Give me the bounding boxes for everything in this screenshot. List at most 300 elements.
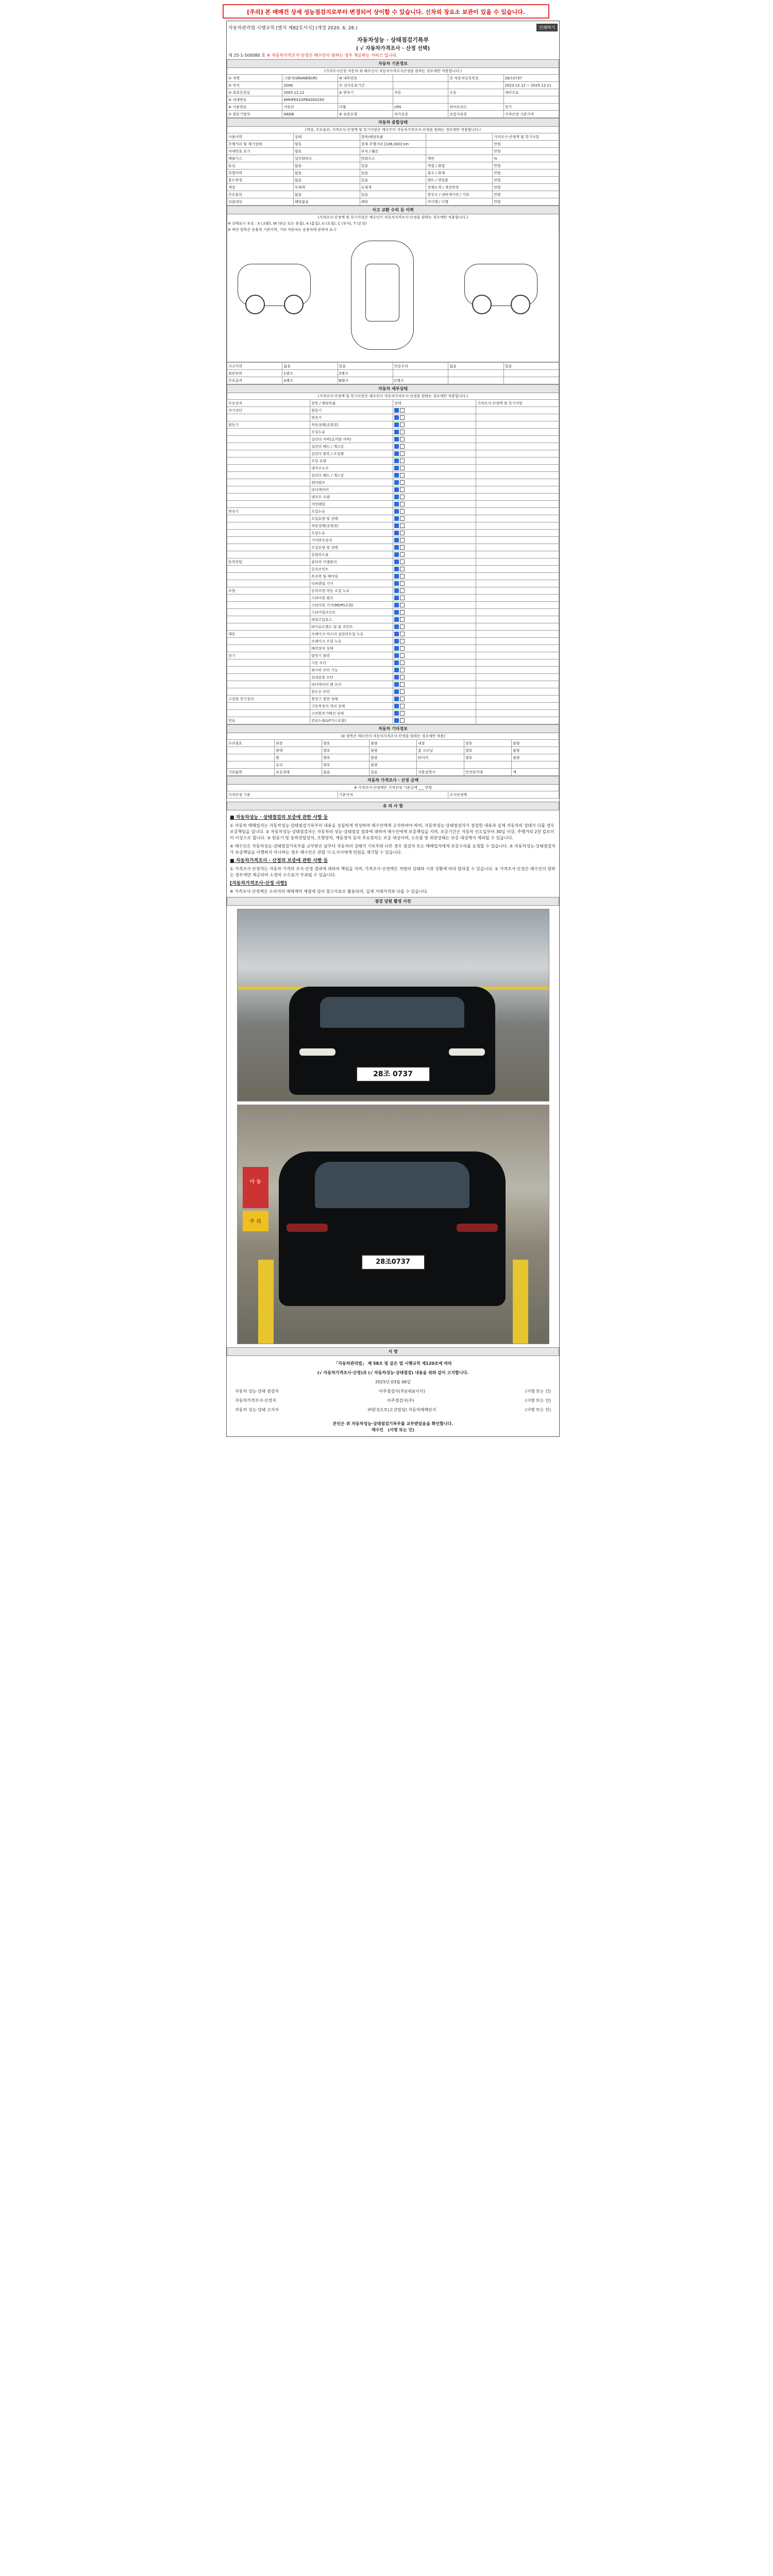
caution-title-1: ■ 자동차성능 · 상태점검의 보증에 관한 사항 등 bbox=[230, 815, 328, 820]
checkbox-icon bbox=[394, 459, 399, 463]
extra-cell: 휠 bbox=[275, 754, 322, 761]
detail-row bbox=[227, 688, 559, 696]
overall-cell: 만원 bbox=[493, 141, 559, 148]
detail-group-cell bbox=[227, 450, 310, 457]
detail-group-cell bbox=[227, 602, 310, 609]
accident-cell bbox=[503, 377, 559, 384]
detail-group-cell bbox=[227, 436, 310, 443]
checkbox-icon bbox=[394, 516, 399, 521]
overall-cell: 상태 bbox=[293, 133, 360, 141]
checkbox-icon bbox=[394, 653, 399, 658]
wheel-icon bbox=[284, 295, 304, 314]
checkbox-icon bbox=[394, 538, 399, 543]
detail-row bbox=[227, 515, 559, 522]
checkbox-icon bbox=[400, 422, 405, 427]
overall-cell: 만원 bbox=[493, 162, 559, 170]
checkbox-icon bbox=[394, 502, 399, 506]
detail-status-cell bbox=[393, 595, 476, 602]
checkbox-icon bbox=[400, 689, 405, 694]
detail-item-cell: 실린더 블록 / 오일팬 bbox=[310, 450, 393, 457]
section-accident-note: (가격조사·산정액 및 특기사항은 매수인이 자동차가격조사·산정을 원하는 경우에만 적용합니다.) bbox=[227, 214, 559, 221]
detail-item-cell: 충전구 절연 상태 bbox=[310, 696, 393, 703]
detail-item-cell: 고전원전기배선 상태 bbox=[310, 710, 393, 717]
detail-group-cell bbox=[227, 465, 310, 472]
detail-status-cell bbox=[393, 602, 476, 609]
sign-cell: ㈜한성오토(오선빌딩) 자동차매매단지 bbox=[367, 1408, 436, 1412]
basic-cell: ⑩ 내부번호 bbox=[338, 75, 393, 82]
basic-cell: ⑤ 차대번호 bbox=[227, 96, 282, 104]
price-basis-value: 기준서적 bbox=[338, 791, 448, 799]
accident-cell: 없음 bbox=[282, 363, 338, 370]
car-windshield bbox=[320, 997, 464, 1028]
taillight-right bbox=[457, 1224, 498, 1232]
overall-cell: 침수 / 화재 bbox=[426, 170, 493, 177]
checkbox-icon bbox=[400, 588, 405, 593]
detail-header-cell: 항목 / 해당부품 bbox=[310, 400, 393, 407]
overall-cell: 색상 bbox=[227, 184, 294, 191]
sign-cell: 자동차가격조사·산정자 bbox=[235, 1398, 276, 1403]
headlight-left bbox=[299, 1048, 335, 1056]
detail-group-cell: 연료 bbox=[227, 717, 310, 724]
detail-item-cell: 실내송풍 모터 bbox=[310, 674, 393, 681]
accident-cell: A랭크 bbox=[282, 377, 338, 384]
detail-row bbox=[227, 450, 559, 457]
detail-item-cell: 변속기 bbox=[310, 414, 393, 421]
detail-price-cell bbox=[476, 544, 559, 551]
extra-cell: 양호 bbox=[464, 747, 512, 754]
detail-row bbox=[227, 537, 559, 544]
detail-row bbox=[227, 486, 559, 494]
detail-price-cell bbox=[476, 414, 559, 421]
detail-header-cell: 주요장치 bbox=[227, 400, 310, 407]
detail-price-cell bbox=[476, 580, 559, 587]
checkbox-icon bbox=[394, 574, 399, 579]
detail-price-cell bbox=[476, 450, 559, 457]
extra-cell: 불량 bbox=[512, 754, 559, 761]
sign-date: 2025년 03월 06일 bbox=[375, 1380, 411, 1384]
overall-cell: 현재 주행거리 [106,000] km bbox=[360, 141, 426, 148]
extra-cell bbox=[512, 761, 559, 769]
detail-group-cell bbox=[227, 674, 310, 681]
detail-price-cell bbox=[476, 429, 559, 436]
checkbox-icon bbox=[400, 610, 405, 615]
basic-cell: 디젤 bbox=[338, 104, 393, 111]
detail-group-cell bbox=[227, 638, 310, 645]
basic-row bbox=[227, 82, 559, 89]
basic-cell: 가격산정 기준가격 bbox=[503, 111, 559, 118]
vehicle-photo-front bbox=[237, 909, 549, 1101]
detail-group-cell: 조향 bbox=[227, 587, 310, 595]
detail-row bbox=[227, 436, 559, 443]
extra-cell: 보유상태 bbox=[275, 769, 322, 776]
detail-price-cell bbox=[476, 494, 559, 501]
car-roof-shape bbox=[365, 264, 399, 321]
checkbox-icon bbox=[394, 668, 399, 672]
detail-price-cell bbox=[476, 515, 559, 522]
checkbox-icon bbox=[400, 711, 405, 716]
detail-group-cell bbox=[227, 429, 310, 436]
detail-group-cell bbox=[227, 443, 310, 450]
checkbox-icon bbox=[394, 603, 399, 607]
overall-row bbox=[227, 198, 559, 206]
taillight-left bbox=[287, 1224, 328, 1232]
extra-cell: 유리 bbox=[275, 761, 322, 769]
sign-cell: (서명 또는 인) bbox=[525, 1398, 551, 1403]
checkbox-icon bbox=[394, 632, 399, 636]
detail-item-cell: 라디에이터 팬 모터 bbox=[310, 681, 393, 688]
checkbox-icon bbox=[394, 617, 399, 622]
detail-price-cell bbox=[476, 602, 559, 609]
detail-row bbox=[227, 522, 559, 530]
detail-item-cell: 클러치 어셈블리 bbox=[310, 558, 393, 566]
lift-arm-right bbox=[513, 1260, 528, 1344]
overall-cell: 만원 bbox=[493, 170, 559, 177]
basic-cell: 자가보증 bbox=[393, 111, 448, 118]
detail-item-cell: 오일누유 bbox=[310, 508, 393, 515]
section-caution-title: 유 의 사 항 bbox=[227, 802, 559, 810]
detail-status-cell bbox=[393, 717, 476, 724]
overall-cell: 해당 bbox=[360, 198, 426, 206]
car-diagram bbox=[227, 233, 559, 362]
detail-row bbox=[227, 580, 559, 587]
detail-status-cell bbox=[393, 688, 476, 696]
caution-paragraph-4: ※ 가격조사·산정액은 소비자의 매매계약 체결에 있어 참고자료로 활용되며, 실제 거래가격과 다를 수 있습니다. bbox=[230, 889, 428, 894]
detail-row bbox=[227, 501, 559, 508]
detail-status-cell bbox=[393, 429, 476, 436]
accident-cell: 사고이력 bbox=[227, 363, 282, 370]
detail-price-cell bbox=[476, 609, 559, 616]
detail-item-cell: 오일 유량 bbox=[310, 457, 393, 465]
accident-cell: 단순수리 bbox=[393, 363, 448, 370]
checkbox-icon bbox=[394, 560, 399, 564]
detail-item-cell: 작동상태(공회전) bbox=[310, 421, 393, 429]
checkbox-icon bbox=[394, 444, 399, 449]
detail-status-cell bbox=[393, 465, 476, 472]
detail-status-cell bbox=[393, 501, 476, 508]
basic-cell: 28조0737 bbox=[503, 75, 559, 82]
checkbox-icon bbox=[394, 646, 399, 651]
detail-status-cell bbox=[393, 407, 476, 414]
checkbox-icon bbox=[400, 516, 405, 521]
checkbox-icon bbox=[400, 704, 405, 708]
overall-cell: 있음 bbox=[360, 177, 426, 184]
detail-group-cell bbox=[227, 703, 310, 710]
checkbox-icon bbox=[394, 430, 399, 434]
detail-row bbox=[227, 558, 559, 566]
detail-item-cell: 발전기 출력 bbox=[310, 652, 393, 659]
overall-cell: 없음 bbox=[293, 162, 360, 170]
detail-status-cell bbox=[393, 681, 476, 688]
caution-paragraph-3: ① 가격조사·산정자는 자동차 가격의 조사·산정 결과에 대하여 책임을 지며, 가격조사·산정액은 차량의 상태와 시장 상황에 따라 달라질 수 있습니다. ② 가격조사·산정은 매수인이 원하는 경우에만 제공되며 소정의 수수료가 부과될 수 있습니다. bbox=[230, 867, 556, 877]
checkbox-icon bbox=[394, 552, 399, 557]
detail-status-cell bbox=[393, 710, 476, 717]
detail-row bbox=[227, 551, 559, 558]
extra-cell: 있음 bbox=[369, 769, 417, 776]
detail-status-cell bbox=[393, 667, 476, 674]
license-plate: 28조 0737 bbox=[356, 1066, 430, 1082]
detail-row bbox=[227, 667, 559, 674]
detail-row bbox=[227, 681, 559, 688]
detail-status-cell bbox=[393, 421, 476, 429]
overall-cell: 특별이력 bbox=[227, 170, 294, 177]
detail-group-cell: 원동기 bbox=[227, 421, 310, 429]
overall-cell: 썬루프 / 내비게이션 / 기타 bbox=[426, 191, 493, 198]
detail-row bbox=[227, 429, 559, 436]
wheel-icon bbox=[245, 295, 265, 314]
checkbox-icon bbox=[400, 430, 405, 434]
detail-status-cell bbox=[393, 537, 476, 544]
checkbox-icon bbox=[394, 718, 399, 723]
accident-cell: B랭크 bbox=[338, 377, 393, 384]
detail-price-cell bbox=[476, 667, 559, 674]
overall-cell: 부식 / 훼손 bbox=[360, 148, 426, 155]
detail-row bbox=[227, 457, 559, 465]
basic-cell bbox=[393, 75, 448, 82]
checkbox-icon bbox=[400, 639, 405, 643]
license-plate: 28조0737 bbox=[361, 1255, 425, 1270]
detail-item-cell: 시동 모터 bbox=[310, 659, 393, 667]
overall-cell: 유채색 bbox=[360, 184, 426, 191]
checkbox-icon bbox=[400, 624, 405, 629]
detail-row bbox=[227, 659, 559, 667]
checkbox-icon bbox=[394, 545, 399, 550]
checkbox-icon bbox=[394, 711, 399, 716]
detail-group-cell bbox=[227, 667, 310, 674]
basic-cell: ⑦ 원동기형식 bbox=[227, 111, 282, 118]
detail-status-cell bbox=[393, 508, 476, 515]
extra-cell: 사용설명서 bbox=[417, 769, 464, 776]
extra-cell: 양호 bbox=[322, 754, 369, 761]
print-button[interactable]: 인쇄하기 bbox=[536, 24, 558, 31]
extra-cell: 불량 bbox=[369, 740, 417, 747]
buyer-sign: (서명 또는 인) bbox=[388, 1428, 415, 1432]
extra-cell bbox=[464, 761, 512, 769]
extra-cell: 양호 bbox=[322, 761, 369, 769]
accident-cell: 외판부위 bbox=[227, 370, 282, 377]
registration-notice: ※ 자동차가격조사·산정은 매수인이 원하는 경우 제공하는 서비스 입니다. bbox=[266, 53, 398, 58]
detail-table bbox=[227, 399, 559, 724]
overall-row bbox=[227, 177, 559, 184]
overall-row bbox=[227, 184, 559, 191]
section-price-title: 자동차 가격조사 · 산정 금액 bbox=[227, 776, 559, 785]
detail-status-cell bbox=[393, 580, 476, 587]
detail-group-cell: 자기진단 bbox=[227, 407, 310, 414]
overall-cell: 탄화수소 bbox=[360, 155, 426, 162]
detail-status-cell bbox=[393, 551, 476, 558]
detail-item-cell: 연료누출(LP가스포함) bbox=[310, 717, 393, 724]
checkbox-icon bbox=[400, 415, 405, 420]
detail-item-cell: 구동축전지 격리 상태 bbox=[310, 703, 393, 710]
detail-item-cell: 오일유량 및 상태 bbox=[310, 515, 393, 522]
accident-cell: 1랭크 bbox=[282, 370, 338, 377]
detail-status-cell bbox=[393, 479, 476, 486]
accident-row bbox=[227, 377, 559, 384]
checkbox-icon bbox=[400, 444, 405, 449]
price-line: ※ 가격조사·산정액은 가격산정 기준금액 ___ 만원 bbox=[227, 785, 559, 791]
checkbox-icon bbox=[400, 567, 405, 571]
accident-cell bbox=[448, 370, 503, 377]
detail-row bbox=[227, 616, 559, 623]
checkbox-icon bbox=[394, 689, 399, 694]
detail-row bbox=[227, 623, 559, 631]
basic-cell: 2023.12.12 ~ 2025.12.11 bbox=[503, 82, 559, 89]
detail-group-cell bbox=[227, 501, 310, 508]
wheel-icon bbox=[511, 295, 530, 314]
extra-cell: 양호 bbox=[322, 747, 369, 754]
detail-item-cell: 냉각수누수 bbox=[310, 465, 393, 472]
detail-price-cell bbox=[476, 587, 559, 595]
document-subtitle: ( √ 자동차가격조사 · 산정 선택) bbox=[356, 46, 430, 52]
overall-cell bbox=[426, 148, 493, 155]
detail-status-cell bbox=[393, 457, 476, 465]
checkbox-icon bbox=[394, 596, 399, 600]
form-reference: 자동차관리법 시행규칙 [별지 제82호서식] (개정 2020. 6. 26.) bbox=[228, 25, 358, 31]
accident-cell bbox=[448, 377, 503, 384]
checkbox-icon bbox=[394, 531, 399, 535]
extra-cell: 안전삼각대 bbox=[464, 769, 512, 776]
overall-row bbox=[227, 162, 559, 170]
accident-cell: 주요골격 bbox=[227, 377, 282, 384]
sign-law: 「자동차관리법」 제 58조 및 같은 법 시행규칙 제120조에 따라 bbox=[334, 1361, 452, 1366]
checkbox-icon bbox=[394, 624, 399, 629]
checkbox-icon bbox=[400, 682, 405, 687]
detail-price-cell bbox=[476, 443, 559, 450]
detail-item-cell: 파워고압호스 bbox=[310, 616, 393, 623]
overall-cell: 없음 bbox=[293, 191, 360, 198]
caution-title-3: [자동차가격조사·산정 사항] bbox=[230, 881, 287, 886]
detail-price-cell bbox=[476, 551, 559, 558]
detail-header-cell: 가격조사·산정액 및 특기사항 bbox=[476, 400, 559, 407]
detail-group-cell bbox=[227, 522, 310, 530]
detail-price-cell bbox=[476, 595, 559, 602]
overall-row bbox=[227, 155, 559, 162]
checkbox-icon bbox=[394, 523, 399, 528]
checkbox-icon bbox=[400, 495, 405, 499]
wheel-icon bbox=[472, 295, 492, 314]
bottom-note bbox=[227, 1418, 559, 1436]
detail-item-cell: 오일유량 및 상태 bbox=[310, 544, 393, 551]
detail-status-cell bbox=[393, 414, 476, 421]
detail-item-cell: 스티어링조인트 bbox=[310, 609, 393, 616]
basic-cell: 세미오토 bbox=[503, 89, 559, 96]
detail-item-cell: 기어변속장치 bbox=[310, 537, 393, 544]
sign-cell: 아주점검사(주) bbox=[387, 1398, 414, 1403]
detail-group-cell: 동력전달 bbox=[227, 558, 310, 566]
accident-legend: ※ 상태표시 부호 : X (교환), W (판금 또는 용접), A (흠집), U (요철), C (부식), T (손상) bbox=[227, 221, 559, 227]
detail-row bbox=[227, 508, 559, 515]
detail-group-cell: 고전원 전기장치 bbox=[227, 696, 310, 703]
checkbox-icon bbox=[400, 668, 405, 672]
section-extra-note: (※ 항목은 매수인이 자동차가격조사·산정을 원하는 경우에만 적용) bbox=[227, 733, 559, 739]
basic-info-table bbox=[227, 74, 559, 118]
overall-cell: 만원 bbox=[493, 148, 559, 155]
detail-status-cell bbox=[393, 696, 476, 703]
detail-row bbox=[227, 652, 559, 659]
overall-cell: 배출가스 bbox=[227, 155, 294, 162]
basic-row bbox=[227, 96, 559, 104]
sign-row bbox=[235, 1387, 551, 1396]
overall-cell: 만원 bbox=[493, 191, 559, 198]
detail-item-cell: 디퍼렌셜 기어 bbox=[310, 580, 393, 587]
overall-cell: 항목/해당부품 bbox=[360, 133, 426, 141]
detail-status-cell bbox=[393, 609, 476, 616]
detail-group-cell bbox=[227, 530, 310, 537]
overall-cell: 적법 / 불법 bbox=[426, 162, 493, 170]
overall-cell: 가격조사·산정액 및 특기사항 bbox=[493, 133, 559, 141]
checkbox-icon bbox=[400, 538, 405, 543]
sign-cell: 아주점검사(주)(대표이사) bbox=[379, 1389, 425, 1394]
checkbox-icon bbox=[400, 451, 405, 456]
caution-paragraph-2: ④ 매수인은 자동차성능·상태점검기록부를 교부받은 날부터 자동차의 상태가 기록부와 다른 경우 점검자 또는 매매업자에게 보증수리를 요청할 수 있습니다. ⑤ 자동차성능·상태점검자가 보증책임을 이행하지 아니하는 경우 매수인은 관할 시·도지사에게 민원을 제기할 수 있습니다. bbox=[230, 844, 556, 855]
sign-rows bbox=[235, 1387, 551, 1415]
detail-group-cell bbox=[227, 616, 310, 623]
detail-item-cell: 실린더 커버(로커암 커버) bbox=[310, 436, 393, 443]
extra-cell: 내장 bbox=[417, 740, 464, 747]
detail-row bbox=[227, 465, 559, 472]
detail-item-cell: 타이로드엔드 및 볼 조인트 bbox=[310, 623, 393, 631]
notice-banner: [주의] 본 매매건 상세 성능점검지로부터 변경되어 상이할 수 있습니다. 신차외 장요소 보관이 있을 수 있습니다. bbox=[223, 4, 549, 19]
detail-row bbox=[227, 544, 559, 551]
detail-item-cell: 워터펌프 bbox=[310, 479, 393, 486]
detail-row bbox=[227, 414, 559, 421]
detail-status-cell bbox=[393, 486, 476, 494]
basic-cell: ③ 최초등록일 bbox=[227, 89, 282, 96]
detail-status-cell bbox=[393, 443, 476, 450]
checkbox-icon bbox=[400, 560, 405, 564]
basic-cell: 그랜저(GRANDEUR) bbox=[282, 75, 338, 82]
overall-cell: 무채색 bbox=[293, 184, 360, 191]
price-basis-label: 가격산정 기준 bbox=[227, 791, 338, 799]
detail-group-cell bbox=[227, 710, 310, 717]
basic-cell: ⑪ 차동차등록번호 bbox=[448, 75, 503, 82]
detail-header-cell: 상태 bbox=[393, 400, 476, 407]
detail-group-cell bbox=[227, 537, 310, 544]
detail-group-cell bbox=[227, 623, 310, 631]
overall-cell: 튜닝 bbox=[227, 162, 294, 170]
detail-status-cell bbox=[393, 703, 476, 710]
sign-law-2: (√ 자동차가격조사·산정)과 (√ 자동차성능·상태점검) 내용을 위와 같이 고지합니다. bbox=[317, 1370, 469, 1375]
checkbox-icon bbox=[400, 487, 405, 492]
detail-price-cell bbox=[476, 681, 559, 688]
section-accident-title: 사고 교환 수리 등 이력 bbox=[227, 206, 559, 214]
checkbox-icon bbox=[394, 473, 399, 478]
detail-price-cell bbox=[476, 472, 559, 479]
accident-table bbox=[227, 362, 559, 384]
overall-cell bbox=[426, 133, 493, 141]
overall-cell: % bbox=[493, 155, 559, 162]
detail-item-cell: 추진축 및 베어링 bbox=[310, 573, 393, 580]
checkbox-icon bbox=[400, 466, 405, 470]
accident-cell: C랭크 bbox=[393, 377, 448, 384]
basic-cell: G6DB bbox=[282, 111, 338, 118]
checkbox-icon bbox=[394, 675, 399, 680]
detail-status-cell bbox=[393, 472, 476, 479]
vehicle-photo-rear bbox=[237, 1105, 549, 1344]
detail-group-cell: 변속기 bbox=[227, 508, 310, 515]
basic-cell bbox=[338, 96, 393, 104]
detail-status-cell bbox=[393, 436, 476, 443]
detail-row bbox=[227, 472, 559, 479]
overall-cell: 렌트 / 영업용 bbox=[426, 177, 493, 184]
detail-row bbox=[227, 717, 559, 724]
overall-row bbox=[227, 191, 559, 198]
detail-status-cell bbox=[393, 573, 476, 580]
detail-group-cell bbox=[227, 688, 310, 696]
detail-item-cell: 공회전소음 bbox=[310, 551, 393, 558]
detail-row bbox=[227, 631, 559, 638]
basic-cell bbox=[393, 96, 448, 104]
checkbox-icon bbox=[400, 632, 405, 636]
